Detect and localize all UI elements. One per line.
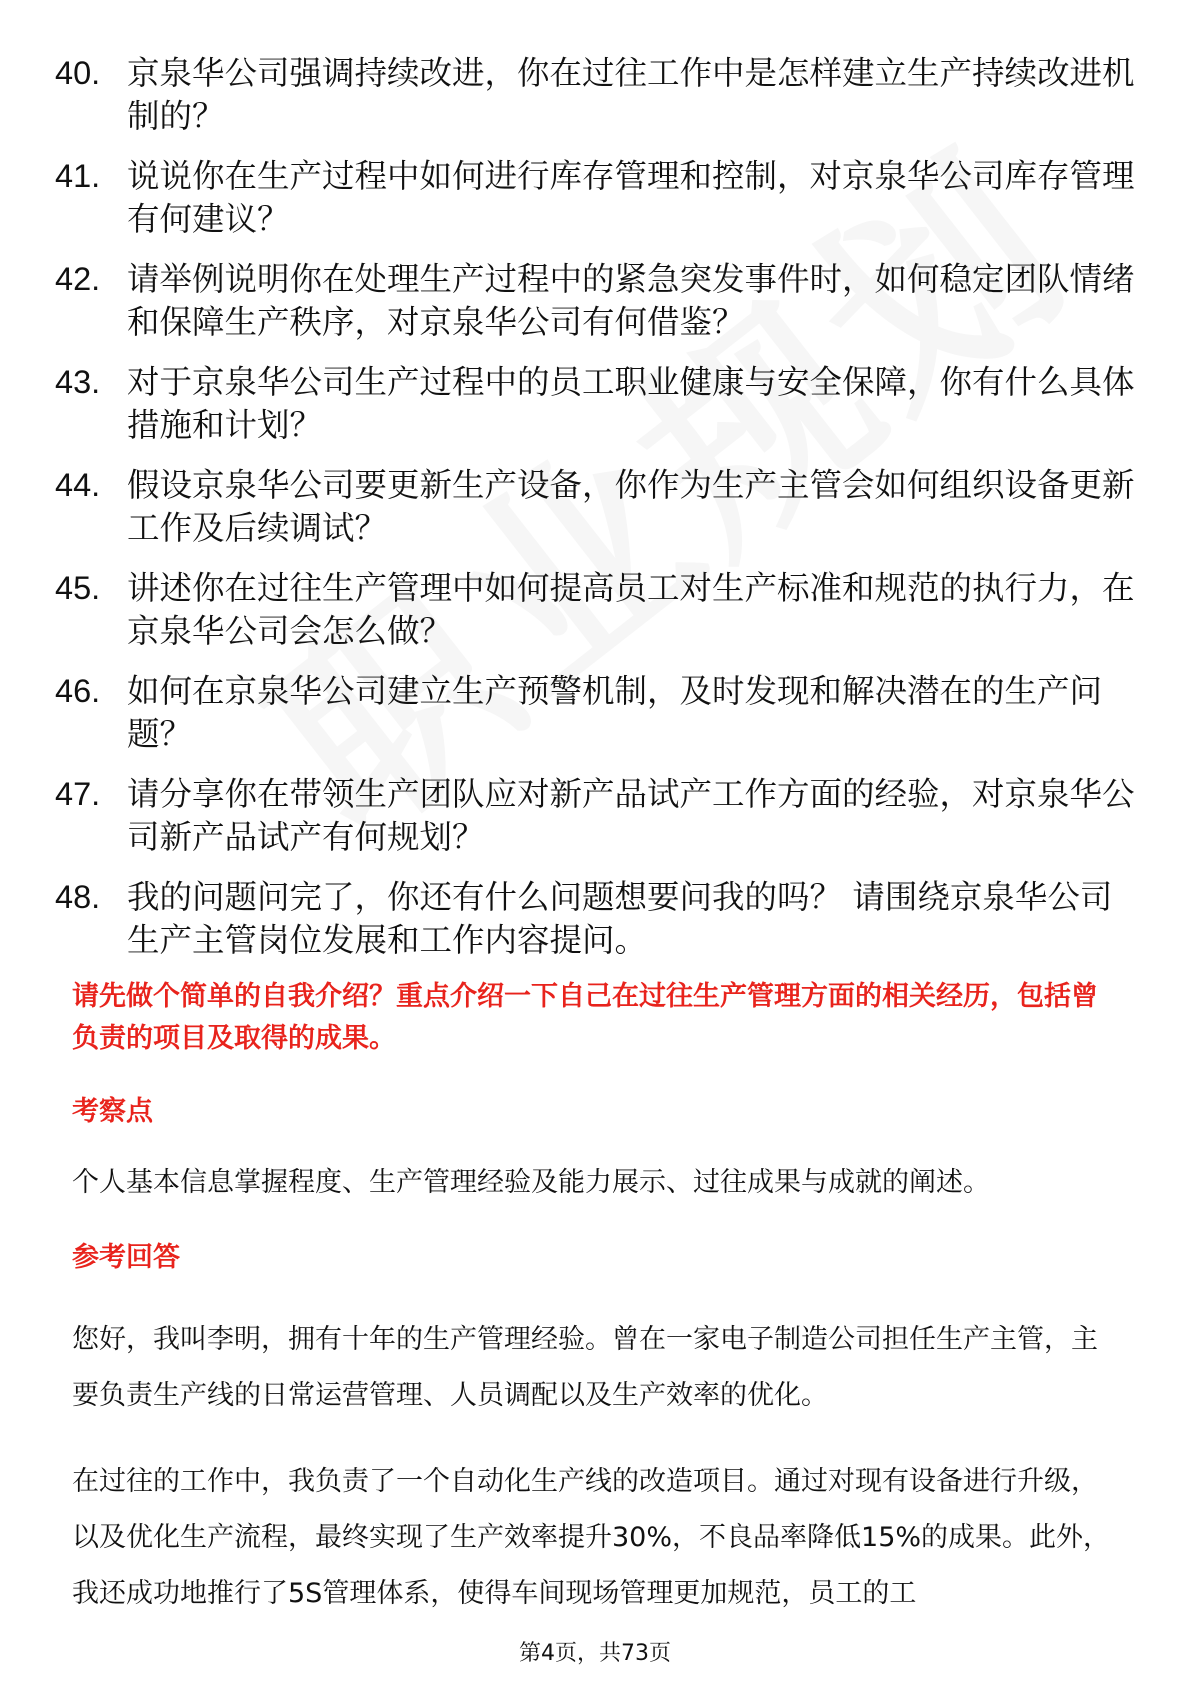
question-text: 请分享你在带领生产团队应对新产品试产工作方面的经验，对京泉华公司新产品试产有何规划？ bbox=[127, 775, 1135, 856]
page-footer: 第4页，共73页 bbox=[519, 1641, 671, 1666]
reference-answer-label: 参考回答 bbox=[72, 1242, 180, 1273]
question-list bbox=[55, 52, 1135, 979]
question-number: 48. bbox=[55, 879, 101, 915]
question-number: 44. bbox=[55, 467, 101, 503]
question-text: 说说你在生产过程中如何进行库存管理和控制，对京泉华公司库存管理有何建议？ bbox=[127, 157, 1135, 238]
assessment-point-label: 考察点 bbox=[72, 1096, 153, 1127]
question-item bbox=[55, 52, 1135, 138]
question-item bbox=[55, 670, 1135, 756]
answer-paragraph: 在过往的工作中，我负责了一个自动化生产线的改造项目。通过对现有设备进行升级，以及优化生产流程，最终实现了生产效率提升30%，不良品率降低15%的成果。此外，我还成功地推行了5S管理体系，使得车间现场管理更加规范，员工的工 bbox=[72, 1466, 1111, 1609]
question-number: 43. bbox=[55, 364, 101, 400]
question-item bbox=[55, 464, 1135, 550]
question-item bbox=[55, 155, 1135, 241]
question-number: 41. bbox=[55, 158, 101, 194]
answer-paragraph: 您好，我叫李明，拥有十年的生产管理经验。曾在一家电子制造公司担任生产主管，主要负责生产线的日常运营管理、人员调配以及生产效率的优化。 bbox=[72, 1324, 1098, 1411]
question-text: 请举例说明你在处理生产过程中的紧急突发事件时，如何稳定团队情绪和保障生产秩序，对京泉华公司有何借鉴？ bbox=[127, 260, 1135, 341]
question-item bbox=[55, 773, 1135, 859]
question-number: 40. bbox=[55, 55, 101, 91]
question-text: 京泉华公司强调持续改进，你在过往工作中是怎样建立生产持续改进机制的？ bbox=[127, 54, 1135, 135]
question-text: 讲述你在过往生产管理中如何提高员工对生产标准和规范的执行力，在京泉华公司会怎么做？ bbox=[127, 569, 1135, 650]
question-number: 46. bbox=[55, 673, 101, 709]
question-text: 如何在京泉华公司建立生产预警机制，及时发现和解决潜在的生产问题？ bbox=[127, 672, 1103, 753]
lead-question: 请先做个简单的自我介绍？重点介绍一下自己在过往生产管理方面的相关经历，包括曾负责的项目及取得的成果。 bbox=[72, 981, 1098, 1054]
question-item bbox=[55, 361, 1135, 447]
question-item bbox=[55, 567, 1135, 653]
question-item bbox=[55, 876, 1135, 962]
question-text: 假设京泉华公司要更新生产设备，你作为生产主管会如何组织设备更新工作及后续调试？ bbox=[127, 466, 1135, 547]
question-number: 47. bbox=[55, 776, 101, 812]
question-text: 我的问题问完了，你还有什么问题想要问我的吗？ 请围绕京泉华公司生产主管岗位发展和工作内容提问。 bbox=[127, 878, 1113, 959]
question-number: 42. bbox=[55, 261, 101, 297]
question-number: 45. bbox=[55, 570, 101, 606]
question-item bbox=[55, 258, 1135, 344]
assessment-point-text: 个人基本信息掌握程度、生产管理经验及能力展示、过往成果与成就的阐述。 bbox=[72, 1167, 990, 1198]
question-text: 对于京泉华公司生产过程中的员工职业健康与安全保障，你有什么具体措施和计划？ bbox=[127, 363, 1135, 444]
